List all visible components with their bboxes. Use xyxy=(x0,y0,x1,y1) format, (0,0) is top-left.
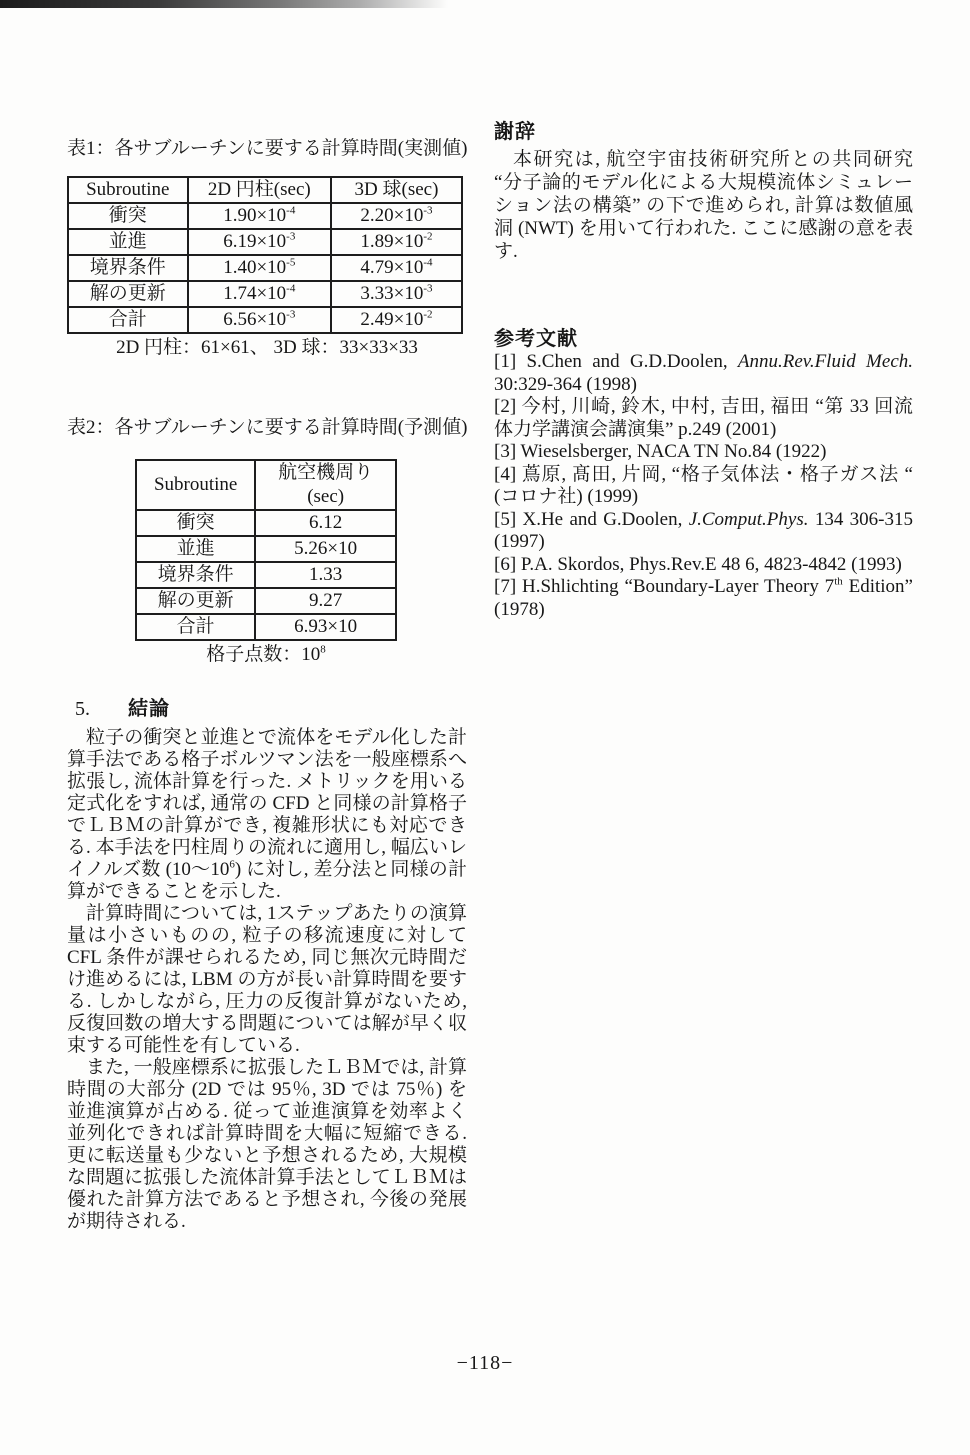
column-header: 航空機周り(sec) xyxy=(255,460,396,510)
table-row xyxy=(136,614,396,640)
value-cell: $2.20\times 10^{-3}$ xyxy=(331,203,462,229)
table2-footnote: 格子点数：$10^8$ xyxy=(206,643,326,665)
value-cell: $4.79\times 10^{-4}$ xyxy=(331,255,462,281)
reference-item: [6] P.A. Skordos, Phys.Rev.E 48 6, 4823-4842 (1993) xyxy=(494,553,902,575)
value-cell: $2.49\times 10^{-2}$ xyxy=(331,307,462,333)
column-header: Subroutine xyxy=(136,460,255,510)
table-row xyxy=(68,229,462,255)
section-title: 結論 xyxy=(128,698,170,720)
reference-item: [5] X.He and G.Doolen, J.Comput.Phys. 134 306-315 (1997) xyxy=(494,508,913,552)
exponent: -2 xyxy=(423,230,433,243)
table-row xyxy=(68,307,462,333)
conclusion-paragraph-3: また, 一般座標系に拡張したＬＢＭでは, 計算時間の大部分 (2D では 95％, 3D では 75％) を並進演算が占める. 従って並進演算を効率よく並列化できれば計算時間を大幅に短縮できる. 更に転送量も少ないと予想されるため, 大規模な問題に拡張した流体計算手法としてＬＢＭは優れた計算方法であると予想され, 今後の発展が期待される. xyxy=(67,1057,467,1232)
value-cell: $1.40\times 10^{-5}$ xyxy=(188,255,331,281)
row-label: 並進 xyxy=(68,229,188,255)
reference-item: [7] H.Shlichting “Boundary-Layer Theory 7th Edition” (1978) xyxy=(494,575,913,620)
row-label: 解の更新 xyxy=(68,281,188,307)
table1-header-row xyxy=(68,177,462,203)
exponent: 8 xyxy=(320,643,326,656)
row-label: 解の更新 xyxy=(136,588,255,614)
exponent: -3 xyxy=(423,204,433,217)
row-label: 並進 xyxy=(136,536,255,562)
row-label: 衝突 xyxy=(68,203,188,229)
value-cell: $1.90\times 10^{-4}$ xyxy=(188,203,331,229)
section-heading-acknowledgments: 謝辞 xyxy=(494,121,536,143)
table-row xyxy=(136,510,396,536)
table-row xyxy=(136,536,396,562)
reference-item: [1] S.Chen and G.D.Doolen, Annu.Rev.Fluid Mech. 30:329-364 (1998) xyxy=(494,351,913,395)
table2-title: 表2：各サブルーチンに要する計算時間(予測値) xyxy=(67,417,468,438)
column-header: 3D 球(sec) xyxy=(331,177,462,203)
references-list xyxy=(494,351,933,621)
reference-item: [3] Wieselsberger, NACA TN No.84 (1922) xyxy=(494,441,827,462)
table1-title: 表1：各サブルーチンに要する計算時間(実測値) xyxy=(67,138,468,159)
right-column xyxy=(494,120,933,621)
value-cell: $6.56\times 10^{-3}$ xyxy=(188,307,331,333)
value-cell: 6.93×10 xyxy=(255,614,396,640)
table1-footnote: 2D 円柱：61×61、 3D 球：33×33×33 xyxy=(116,337,418,358)
value-cell: $3.33\times 10^{-3}$ xyxy=(331,281,462,307)
row-label: 衝突 xyxy=(136,510,255,536)
value-cell: 6.12 xyxy=(255,510,396,536)
value-cell: 1.33 xyxy=(255,562,396,588)
column-header: 2D 円柱(sec) xyxy=(188,177,331,203)
row-label: 合計 xyxy=(136,614,255,640)
exponent: -3 xyxy=(286,230,296,243)
value-cell: $1.74\times 10^{-4}$ xyxy=(188,281,331,307)
table-row xyxy=(136,588,396,614)
row-label: 境界条件 xyxy=(68,255,188,281)
exponent: -4 xyxy=(286,204,296,217)
value-cell: 9.27 xyxy=(255,588,396,614)
exponent: -3 xyxy=(423,282,433,295)
value-cell: $6.19\times 10^{-3}$ xyxy=(188,229,331,255)
page-number: −118− xyxy=(456,1352,514,1374)
table1-computation-times-measured xyxy=(67,176,463,334)
table-row xyxy=(136,562,396,588)
superscript: th xyxy=(834,575,843,588)
section-number: 5. xyxy=(75,698,90,720)
acknowledgment-paragraph: 本研究は, 航空宇宙技術研究所との共同研究 “分子論的モデル化による大規模流体シミュレーション法の構築” の下で進められ, 計算は数値風洞 (NWT) を用いて行われた. ここに感謝の意を表す. xyxy=(494,149,913,262)
exponent: -4 xyxy=(423,256,433,269)
exponent: -5 xyxy=(286,256,296,269)
row-label: 合計 xyxy=(68,307,188,333)
exponent: 6 xyxy=(229,858,235,871)
row-label: 境界条件 xyxy=(136,562,255,588)
table2-header-row xyxy=(136,460,396,510)
conclusion-paragraph-1: 粒子の衝突と並進とで流体をモデル化した計算手法である格子ボルツマン法を一般座標系へ拡張し, 流体計算を行った. メトリックを用いる定式化をすれば, 通常の CFD と同様の計算格子でＬＢＭの計算ができ, 複雑形状にも対応できる. 本手法を円柱周りの流れに適用し, 幅広いレイノルズ数 $(10\sim 10^6)$ に対し, 差分法と同様の計算ができることを示した. xyxy=(67,727,468,902)
table-row xyxy=(68,255,462,281)
section-heading-references: 参考文献 xyxy=(494,328,578,350)
exponent: -3 xyxy=(286,308,296,321)
left-column xyxy=(67,138,467,1233)
table-row xyxy=(68,203,462,229)
scan-artifact-top-edge xyxy=(0,0,448,8)
table-row xyxy=(68,281,462,307)
value-cell: $1.89\times 10^{-2}$ xyxy=(331,229,462,255)
reference-item: [4] 蔦原, 髙田, 片岡, “格子気体法・格子ガス法 “ (コロナ社) (1999) xyxy=(494,463,933,507)
value-cell: 5.26×10 xyxy=(255,536,396,562)
conclusion-paragraph-2: 計算時間については, 1ステップあたりの演算量は小さいものの, 粒子の移流速度に対して CFL 条件が課せられるため, 同じ無次元時間だけ進めるには, LBM の方が長い計算時間を要する. しかしながら, 圧力の反復計算がないため, 反復回数の増大する問題については解が早く収束する可能性を有している. xyxy=(67,903,467,1056)
exponent: -2 xyxy=(423,308,433,321)
reference-item: [2] 今村, 川崎, 鈴木, 中村, 吉田, 福田 “第 33 回流体力学講演会講演集” p.249 (2001) xyxy=(494,396,913,440)
section-heading-conclusion xyxy=(67,698,467,721)
exponent: -4 xyxy=(286,282,296,295)
table2-computation-times-predicted xyxy=(135,459,397,641)
column-header: Subroutine xyxy=(68,177,188,203)
